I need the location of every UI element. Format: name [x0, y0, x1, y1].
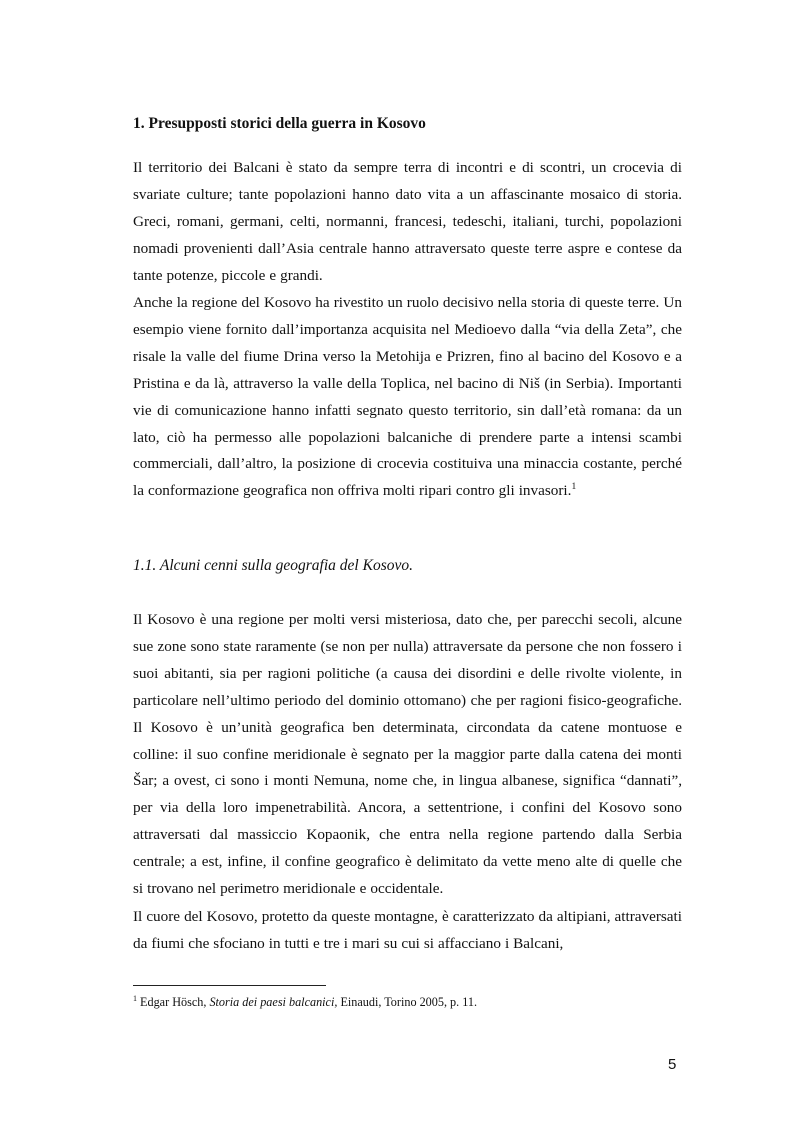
- subsection-paragraph-2: [133, 904, 682, 958]
- footnote-title: Storia dei paesi balcanici,: [209, 995, 338, 1009]
- subsection-paragraph-1: [133, 607, 682, 903]
- page-number: 5: [668, 1056, 677, 1073]
- section-paragraph-1: [133, 155, 682, 290]
- paragraph-text: Il territorio dei Balcani è stato da sempre terra di incontri e di scontri, un crocevia di svariate culture; tante popolazioni hanno dato vita a un affascinante mosaico di storia. Greci, romani, germani, celti, normanni, francesi, tedeschi, italiani, turchi, popolazioni nomadi provenienti dall’Asia centrale hanno attraversato queste terre aspre e contese da tante potenze, piccole e grandi.: [133, 159, 682, 284]
- section-paragraph-2: [133, 290, 682, 505]
- paragraph-text: Il cuore del Kosovo, protetto da queste montagne, è caratterizzato da altipiani, attraversati da fiumi che sfociano in tutti e tre i mari su cui si affacciano i Balcani,: [133, 908, 682, 952]
- paragraph-text: Il Kosovo è una regione per molti versi misteriosa, dato che, per parecchi secoli, alcune sue zone sono state raramente (se non per nulla) attraversate da persone che non fossero i suoi abitanti, sia per ragioni politiche (a causa dei disordini e delle rivolte violente, in particolare nell’ultimo periodo del dominio ottomano) che per ragioni fisico-geografiche. Il Kosovo è un’unità geografica ben determinata, circondata da catene montuose e colline: il suo confine meridionale è segnato per la maggior parte dalla catena dei monti Šar; a ovest, ci sono i monti Nemuna, nome che, in lingua albanese, significa “dannati”, per via della loro impenetrabilità. Ancora, a settentrione, i confini del Kosovo sono attraversati dal massiccio Kopaonik, che entra nella regione partendo dalla Serbia centrale; a est, infine, il confine geografico è delimitato da vette meno alte di quelle che si trovano nel perimetro meridionale e occidentale.: [133, 611, 682, 898]
- subsection-heading: 1.1. Alcuni cenni sulla geografia del Kosovo.: [133, 557, 413, 574]
- footnote-reference[interactable]: 1: [571, 482, 577, 493]
- footnote-number: 1: [133, 993, 137, 1003]
- section-heading: 1. Presupposti storici della guerra in Kosovo: [133, 115, 426, 132]
- footnote-separator: [133, 985, 326, 986]
- footnote-publication: Einaudi, Torino 2005, p. 11.: [340, 995, 478, 1009]
- paragraph-text: Anche la regione del Kosovo ha rivestito un ruolo decisivo nella storia di queste terre. Un esempio viene fornito dall’importanza acquisita nel Medioevo dalla “via della Zeta”, che risale la valle del fiume Drina verso la Metohija e Prizren, fino al bacino del Kosovo e a Pristina e da là, attraverso la valle della Toplica, nel bacino di Niš (in Serbia). Importanti vie di comunicazione hanno infatti segnato questo territorio, sin dall’età romana: da un lato, ciò ha permesso alle popolazioni balcaniche di prendere parte a intensi scambi commerciali, dall’altro, la posizione di crocevia costituiva una minaccia costante, perché la conformazione geografica non offriva molti ripari contro gli invasori.: [133, 294, 682, 500]
- footnote-author: Edgar Hösch,: [140, 995, 207, 1009]
- footnote: [133, 994, 693, 1010]
